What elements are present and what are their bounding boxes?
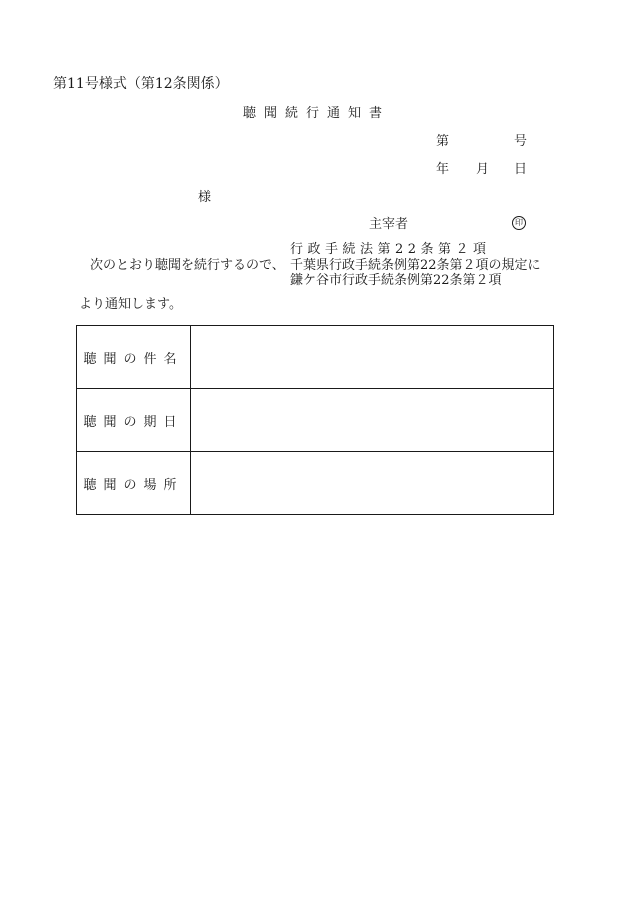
law-option-administrative-procedure-act: 行政手続法第22条第２項: [290, 242, 491, 257]
law-option-chiba-prefecture-ordinance: 千葉県行政手続条例第22条第２項の規定に: [290, 258, 541, 273]
organizer-label: 主宰者: [369, 217, 409, 232]
form-number: 第11号様式（第12条関係）: [53, 76, 229, 92]
body-tail-text: より通知します。: [79, 297, 182, 312]
hearing-subject-label: 聴聞の件名: [77, 326, 191, 389]
document-title: 聴聞続行通知書: [243, 106, 391, 121]
seal-mark: 印: [512, 216, 526, 230]
hearing-details-table: [76, 325, 554, 515]
date-year-label: 年: [436, 162, 450, 177]
addressee-suffix: 様: [198, 190, 212, 205]
hearing-place-field[interactable]: [191, 452, 554, 515]
hearing-date-field[interactable]: [191, 389, 554, 452]
table-row: [77, 389, 554, 452]
hearing-place-label: 聴聞の場所: [77, 452, 191, 515]
document-number-prefix: 第: [436, 134, 450, 149]
hearing-subject-field[interactable]: [191, 326, 554, 389]
date-day-label: 日: [514, 162, 528, 177]
body-lead-text: 次のとおり聴聞を続行するので、: [90, 258, 285, 273]
hearing-date-label: 聴聞の期日: [77, 389, 191, 452]
table-row: [77, 452, 554, 515]
document-number-suffix: 号: [514, 134, 528, 149]
date-month-label: 月: [476, 162, 490, 177]
law-option-kamagaya-city-ordinance: 鎌ケ谷市行政手続条例第22条第２項: [290, 273, 502, 288]
table-row: [77, 326, 554, 389]
